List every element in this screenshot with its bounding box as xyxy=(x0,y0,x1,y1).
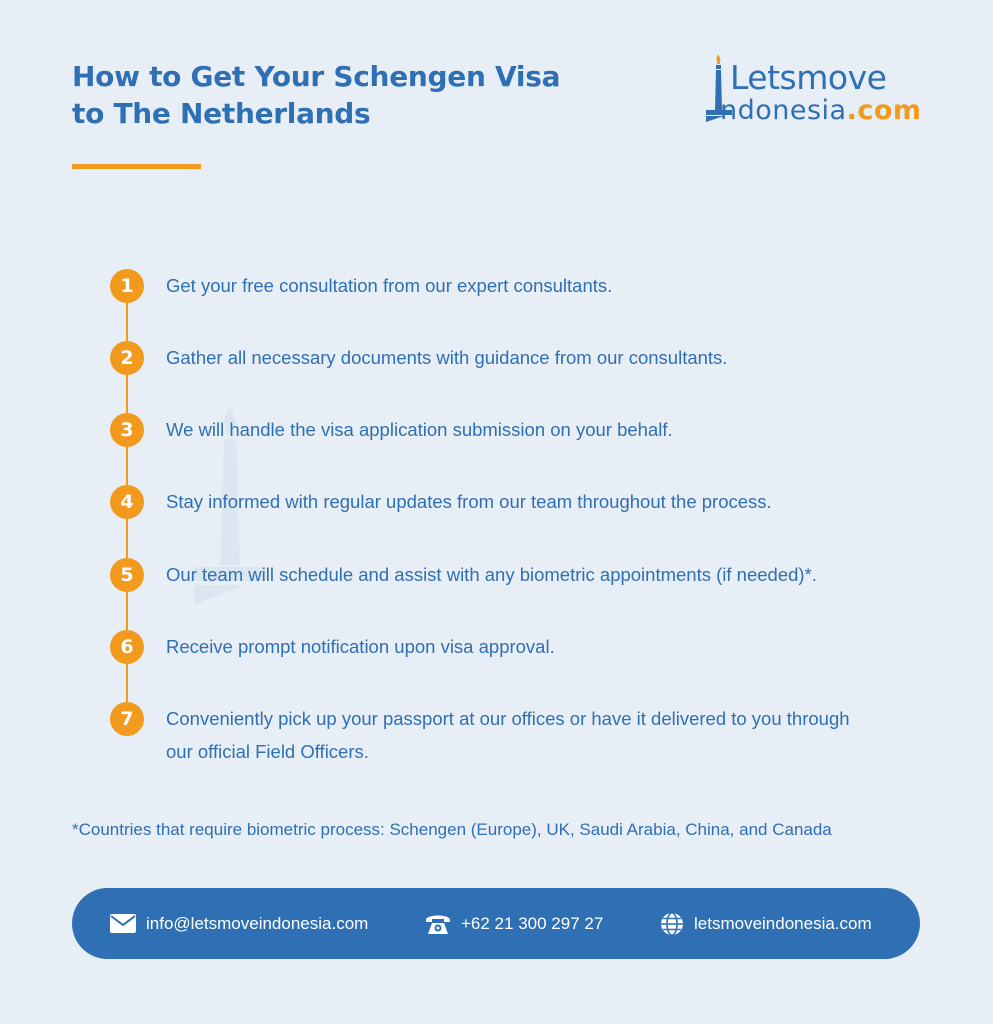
phone-text: +62 21 300 297 27 xyxy=(461,913,604,933)
contact-website[interactable] xyxy=(660,888,872,959)
logo-text-line2 xyxy=(720,94,922,128)
step-item xyxy=(110,269,910,303)
step-item xyxy=(110,341,910,375)
globe-icon xyxy=(660,912,684,936)
step-number-badge: 7 xyxy=(110,702,144,736)
step-item xyxy=(110,485,910,519)
step-number-badge: 4 xyxy=(110,485,144,519)
mail-icon xyxy=(110,914,136,933)
step-text: We will handle the visa application submission on your behalf. xyxy=(166,419,673,440)
title-underline xyxy=(72,164,201,169)
contact-email[interactable] xyxy=(110,888,368,959)
step-number-badge: 5 xyxy=(110,558,144,592)
step-text: Gather all necessary documents with guidance from our consultants. xyxy=(166,347,728,368)
logo-text-suffix: .com xyxy=(846,95,922,126)
step-text: Our team will schedule and assist with any biometric appointments (if needed)*. xyxy=(166,564,817,585)
step-text: Receive prompt notification upon visa approval. xyxy=(166,636,555,657)
step-number-badge: 1 xyxy=(110,269,144,303)
page-title-line1: How to Get Your Schengen Visa xyxy=(72,60,561,93)
step-text: Stay informed with regular updates from our team throughout the process. xyxy=(166,491,772,512)
step-item xyxy=(110,558,910,592)
logo-text-main: ndonesia xyxy=(720,95,847,126)
step-item xyxy=(110,702,910,772)
step-item xyxy=(110,413,910,447)
page-title xyxy=(72,58,560,132)
step-text: Get your free consultation from our expert consultants. xyxy=(166,275,613,296)
step-number-badge: 2 xyxy=(110,341,144,375)
contact-phone[interactable] xyxy=(425,888,603,959)
logo xyxy=(704,52,926,132)
website-text: letsmoveindonesia.com xyxy=(694,913,872,933)
email-text: info@letsmoveindonesia.com xyxy=(146,913,369,933)
phone-icon xyxy=(425,913,451,935)
footnote: *Countries that require biometric process: Schengen (Europe), UK, Saudi Arabia, China, and Canada xyxy=(72,820,832,839)
page-title-line2: to The Netherlands xyxy=(72,97,371,130)
step-text: Conveniently pick up your passport at our offices or have it delivered to you through our official Field Officers. xyxy=(166,708,850,762)
logo-text-line1: Letsmove xyxy=(730,58,887,97)
contact-bar xyxy=(72,888,920,959)
step-item xyxy=(110,630,910,664)
step-number-badge: 3 xyxy=(110,413,144,447)
step-number-badge: 6 xyxy=(110,630,144,664)
